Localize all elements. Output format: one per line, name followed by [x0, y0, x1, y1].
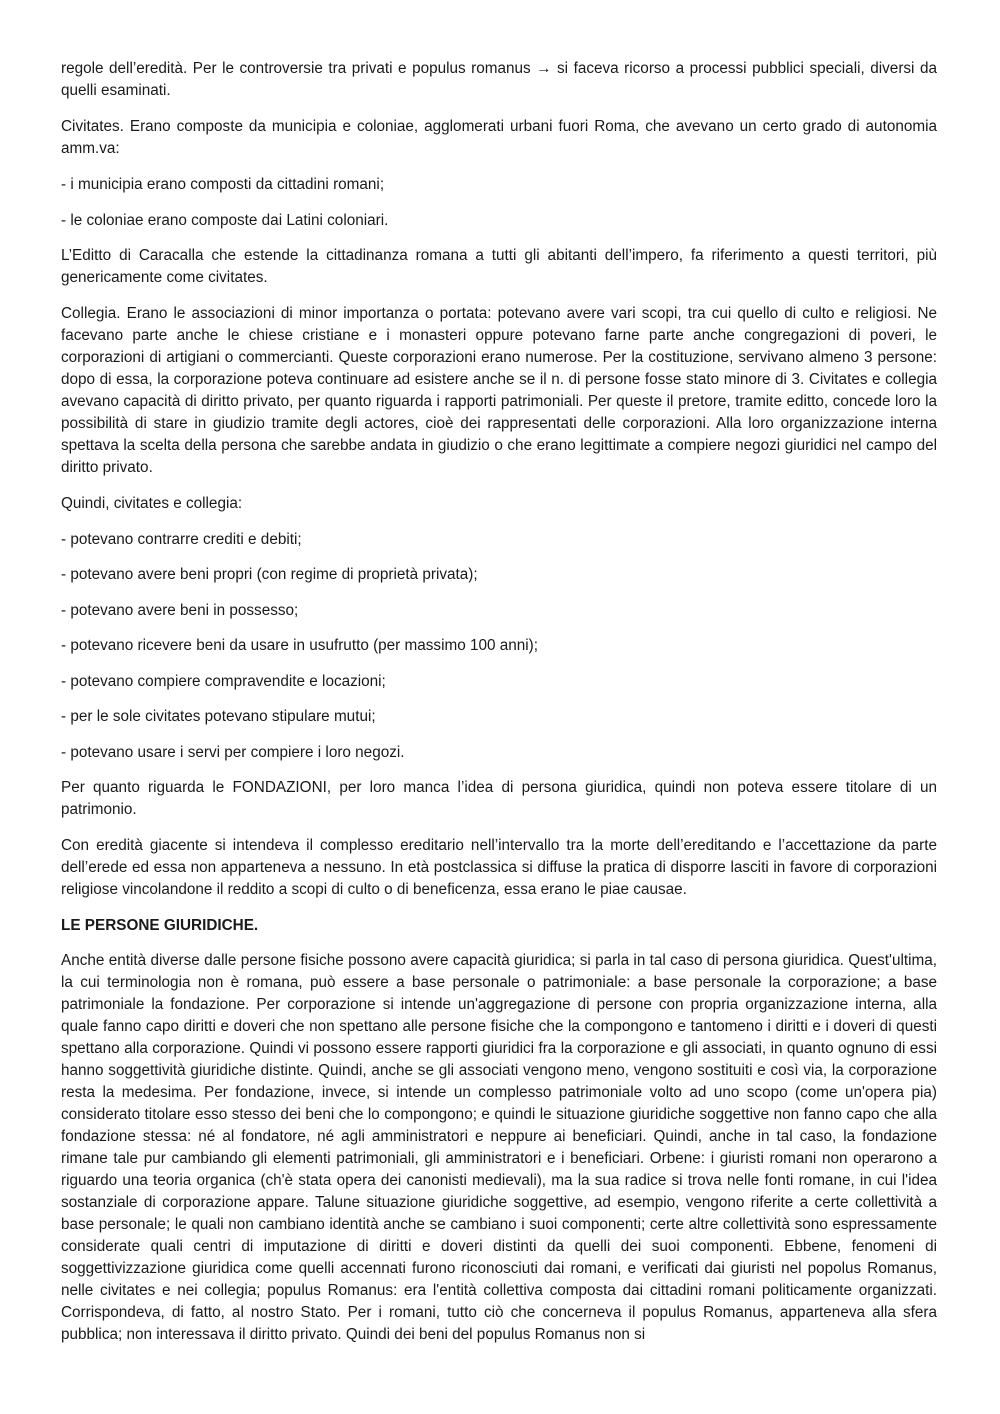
paragraph-quindi: Quindi, civitates e collegia: [61, 495, 243, 512]
list-item: - per le sole civitates potevano stipulare mutui; [61, 708, 376, 725]
list-item: - potevano avere beni in possesso; [61, 601, 299, 619]
list-item: - potevano ricevere beni da usare in usufrutto (per massimo 100 anni); [61, 637, 539, 654]
list-item: - potevano avere beni propri (con regime di proprietà privata); [61, 566, 478, 583]
paragraph-eredita: regole dell’eredità. Per le controversie tra privati e populus romanus → si faceva ricorso a processi pubblici speciali, diversi da quelli esaminati. [61, 60, 937, 99]
list-item: - potevano usare i servi per compiere i loro negozi. [61, 743, 405, 761]
list-item: - i municipia erano composti da cittadini romani; [61, 176, 385, 193]
paragraph-eredita-giacente: Con eredità giacente si intendeva il complesso ereditario nell’intervallo tra la morte dell’ereditando e l’accettazione da parte dell’erede ed essa non apparteneva a nessuno. In età postclassica si diffuse la pratica di disporre lasciti in favore di corporazioni religiose vincolandone il reddito a scopi di culto o di beneficenza, essa erano le piae causae. [61, 837, 937, 898]
paragraph-editto-caracalla: L’Editto di Caracalla che estende la cittadinanza romana a tutti gli abitanti dell’impero, fa riferimento a questi territori, più genericamente come civitates. [61, 247, 937, 286]
list-item: - potevano compiere compravendite e locazioni; [61, 672, 386, 690]
document-page [61, 58, 937, 1346]
paragraph-civitates: Civitates. Erano composte da municipia e coloniae, agglomerati urbani fuori Roma, che avevano un certo grado di autonomia amm.va: [61, 118, 937, 157]
paragraph-persone-giuridiche: Anche entità diverse dalle persone fisiche possono avere capacità giuridica; si parla in tal caso di persona giuridica. Quest'ultima, la cui terminologia non è romana, può essere a base personale o patrimoniale: a base personale la corporazione; a base patrimoniale la fondazione. Per corporazione si intende un'aggregazione di persone con propria organizzazione interna, alla quale fanno capo diritti e doveri che non spettano alle persone fisiche che la compongono e tantomeno i diritti e i doveri di questi spettano alla corporazione. Quindi vi possono essere rapporti giuridici fra la corporazione e gli associati, in quanto ognuno di essi hanno soggettività giuridiche distinte. Quindi, anche se gli associati vengono meno, vengono sostituiti e così via, la corporazione resta la medesima. Per fondazione, invece, si intende un complesso patrimoniale volto ad uno scopo (come un'opera pia) considerato titolare esso stesso dei beni che lo compongono; e quindi le situazione giuridiche soggettive non fanno capo che alla fondazione stessa: né al fondatore, né agli amministratori e neppure ai beneficiari. Quindi, anche in tal caso, la fondazione rimane tale pur cambiando gli elementi patrimoniali, gli amministratori e i beneficiari. Orbene: i giuristi romani non operarono a riguardo una teoria organica (ch'è stata opera dei canonisti medievali), ma la sua radice si trova nelle fonti romane, in cui l'idea sostanziale di corporazione appare. Talune situazione giuridiche soggettive, ad esempio, vengono riferite a certe collettività a base personale; le quali non cambiano identità anche se cambiano i suoi componenti; certe altre collettività sono espressamente considerate quali centri di imputazione di diritti e doveri distinti da quelli dei suoi componenti. Ebbene, fenomeni di soggettivizzazione giuridica come quelli accennati furono riconosciuti dai romani, e verificati dai giuristi nel popolus Romanus, nelle civitates e nei collegia; populus Romanus: era l'entità collettiva composta dai cittadini romani politicamente organizzati. Corrispondeva, di fatto, al nostro Stato. Per i romani, tutto ciò che concerneva il populus Romanus, apparteneva alla sfera pubblica; non interessava il diritto privato. Quindi dei beni del populus Romanus non si [61, 952, 937, 1343]
section-heading: LE PERSONE GIURIDICHE. [61, 917, 259, 934]
list-item: - le coloniae erano composte dai Latini coloniari. [61, 211, 389, 229]
paragraph-collegia: Collegia. Erano le associazioni di minor importanza o portata: potevano avere vari scopi, tra cui quello di culto e religiosi. Ne facevano parte anche le chiese cristiane e i monasteri oppure potevano farne parte anche congregazioni di poveri, le corporazioni di artigiani o commercianti. Queste corporazioni erano numerose. Per la costituzione, servivano almeno 3 persone: dopo di essa, la corporazione poteva continuare ad esistere anche se il n. di persone fosse stato minore di 3. Civitates e collegia avevano capacità di diritto privato, per quanto riguarda i rapporti patrimoniali. Per queste il pretore, tramite editto, concede loro la possibilità di stare in giudizio tramite degli actores, cioè dei rappresentati delle corporazioni. Alla loro organizzazione interna spettava la scelta della persona che sarebbe andata in giudizio o che erano legittimate a compiere negozi giuridici nel campo del diritto privato. [61, 305, 937, 476]
list-item: - potevano contrarre crediti e debiti; [61, 530, 302, 548]
paragraph-fondazioni: Per quanto riguarda le FONDAZIONI, per loro manca l’idea di persona giuridica, quindi non poteva essere titolare di un patrimonio. [61, 779, 937, 818]
